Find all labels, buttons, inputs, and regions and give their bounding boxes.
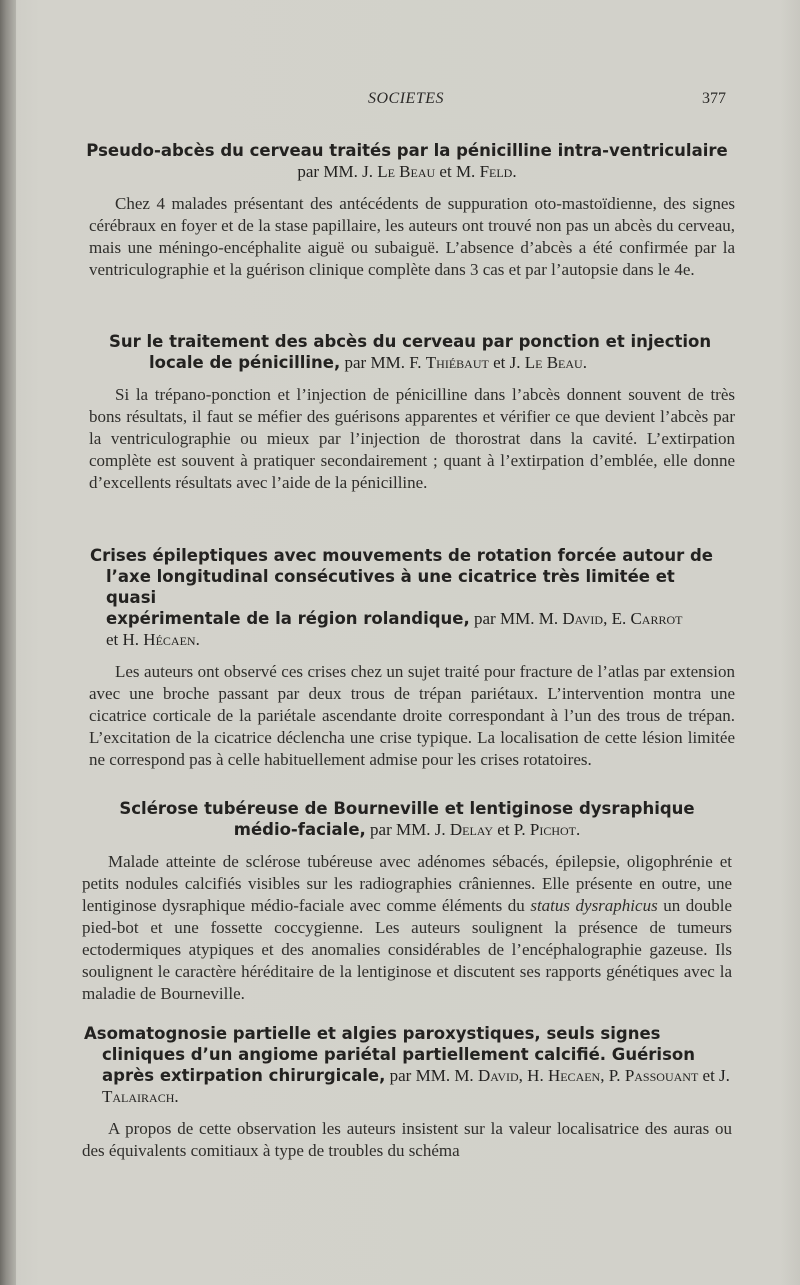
abstract-2-title: Sur le traitement des abcès du cerveau par ponction et injection locale de pénicilline, par MM. F. Thiébaut et J. Le Beau.: [109, 331, 729, 373]
running-header: [0, 90, 800, 112]
author-name: Pichot: [529, 820, 576, 839]
author-name: Hécaen: [143, 630, 196, 649]
abstract-1-title: [82, 140, 732, 182]
abstract-2-body: Si la trépano-ponction et l’injection de pénicilline dans l’abcès donnent souvent de très bons résultats, il faut se méfier des guérisons apparentes et vérifier ce que devient l’abcès par la ventriculographie ou mieux par l’injection de thorostrat dans la cavité. L’extirpation complète est souvent à pratiquer secondairement ; quant à l’extirpation d’emblée, elle donne d’excellents résultats avec l’aide de la pénicilline.: [89, 385, 735, 492]
abstract-2: [82, 331, 735, 494]
abstract-1: [82, 140, 735, 281]
abstract-4-body: Malade atteinte de sclérose tubéreuse avec adénomes sébacés, épilepsie, oligophrénie et petits nodules calcifiés visibles sur les radiographies crâniennes. Elle présente en outre, une lentiginose dysraphique médio-faciale avec comme éléments du status dysraphicus un double pied-bot et une fossette coccygienne. Les auteurs soulignent la présence de tumeurs ectodermiques atypiques et des anomalies considérables de l’encéphalographie gazeuse. Ils soulignent le caractère héréditaire de la lentiginose et discutent ses rapports génétiques avec la maladie de Bourneville.: [82, 852, 732, 1003]
author-name: Passouant: [624, 1066, 699, 1085]
author-name: David: [477, 1066, 519, 1085]
italic-term: status dysraphicus: [530, 896, 658, 915]
author-name: Talairach: [102, 1087, 175, 1106]
author-name: Le Beau: [524, 353, 583, 372]
author-name: Feld: [479, 162, 513, 181]
author-name: Thiébaut: [425, 353, 489, 372]
author-name: Le Beau: [377, 162, 436, 181]
abstract-4-title: Sclérose tubéreuse de Bourneville et lentiginose dysraphique médio-faciale, par MM. J. Delay et P. Pichot.: [82, 798, 732, 840]
author-name: David: [562, 609, 604, 628]
page-number: 377: [702, 90, 726, 107]
abstract-4: [82, 798, 732, 1005]
abstract-3: [82, 545, 735, 771]
abstract-2-title-text: Sur le traitement des abcès du cerveau par ponction et injection: [109, 332, 712, 351]
abstract-5-body: A propos de cette observation les auteurs insistent sur la valeur localisatrice des auras ou des équivalents comitiaux à type de troubles du schéma: [82, 1119, 732, 1160]
abstract-1-body: Chez 4 malades présentant des antécédents de suppuration oto-mastoïdienne, des signes cérébraux en foyer et de la stase papillaire, les auteurs ont trouvé non pas un abcès du cerveau, mais une méningo-encéphalite aiguë ou subaiguë. L’absence d’abcès a été confirmée par la ventriculographie et la guérison clinique complète dans 3 cas et par l’autopsie dans le 4e.: [89, 194, 735, 279]
abstract-3-body: Les auteurs ont observé ces crises chez un sujet traité pour fracture de l’atlas par extension avec une broche passant par deux trous de trépan pariétaux. L’intervention montra une cicatrice corticale de la pariétale ascendante droite correspondant à l’un des trous de trépan. L’excitation de la cicatrice déclencha une crise typique. La localisation de cette lésion limitée ne correspond pas à celle habituellement admise pour les crises rotatoires.: [89, 662, 735, 769]
abstract-5-title: Asomatognosie partielle et algies paroxystiques, seuls signes cliniques d’un angiome pariétal partiellement calcifié. Guérison après extirpation chirurgicale, par MM. M. David, H. Hecaen, P. Passouant et J. Talairach.: [84, 1024, 730, 1106]
author-name: Delay: [449, 820, 494, 839]
abstract-3-title: Crises épileptiques avec mouvements de rotation forcée autour de l’axe longitudinal consécutives à une cicatrice très limitée et quasi expérimentale de la région rolandique, par MM. M. David, E. Carrot et H. Hécaen.: [90, 545, 730, 650]
abstract-4-title-text: Sclérose tubéreuse de Bourneville et lentiginose dysraphique: [119, 799, 695, 818]
author-name: Hecaen: [547, 1066, 601, 1085]
book-binding-edge: [0, 0, 16, 1285]
abstract-3-title-text: Crises épileptiques avec mouvements de rotation forcée autour de: [90, 546, 713, 565]
author-name: Carrot: [630, 609, 683, 628]
abstract-1-authors: par MM. J. Le Beau et M. Feld.: [297, 162, 517, 181]
abstract-5-title-text: Asomatognosie partielle et algies paroxystiques, seuls signes cliniques d’un angiome pariétal partiellement calcifié. Guérison après extirpation chirurgicale,: [84, 1024, 695, 1085]
abstract-1-title-text: Pseudo-abcès du cerveau traités par la pénicilline intra-ventriculaire: [86, 141, 728, 160]
abstract-5: [82, 1023, 732, 1162]
journal-section-title: SOCIETES: [368, 90, 444, 107]
